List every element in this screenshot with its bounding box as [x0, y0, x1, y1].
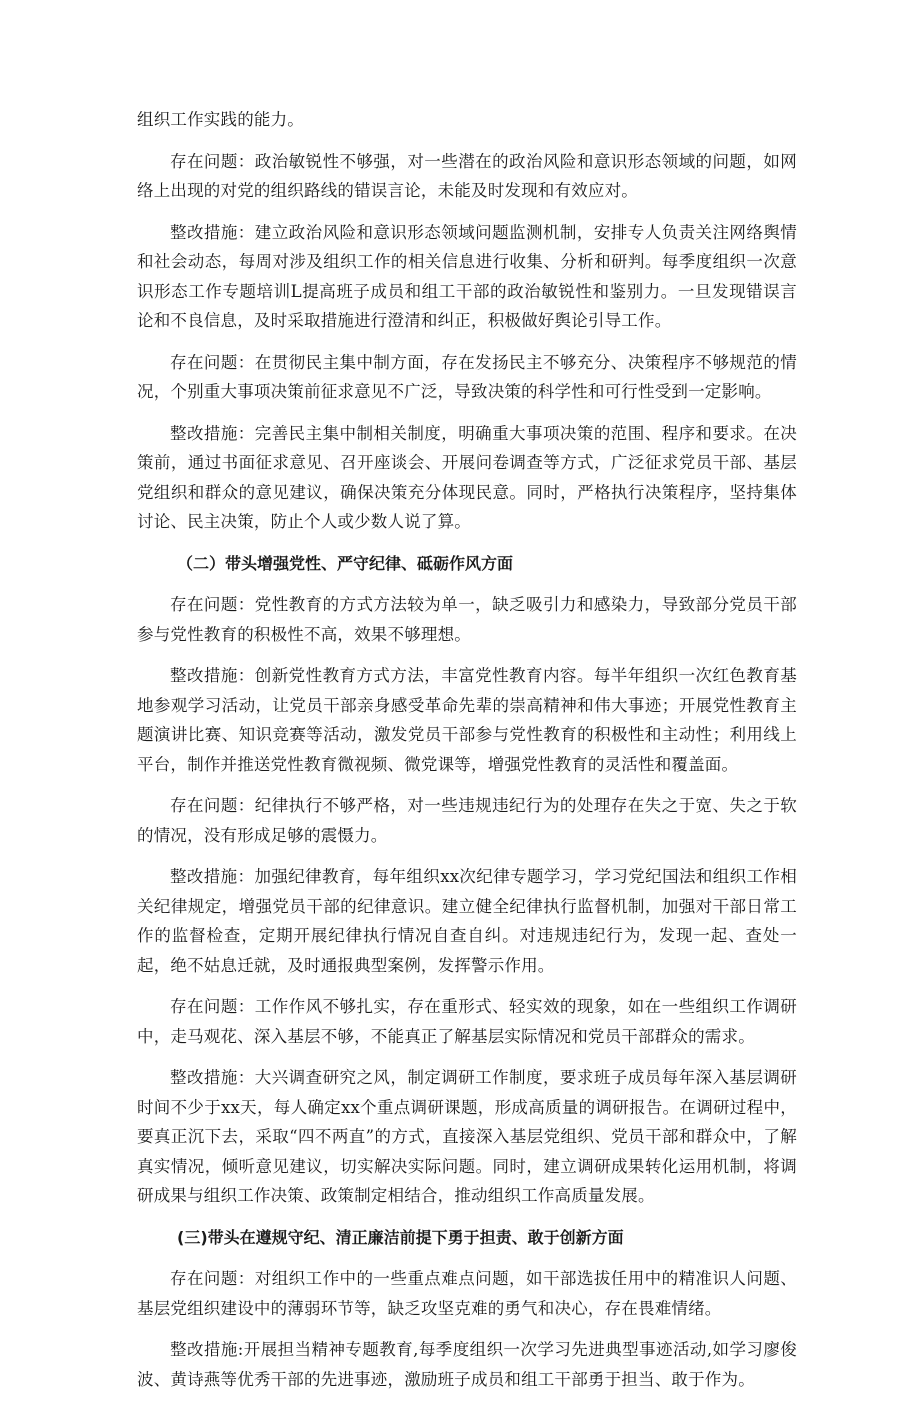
- paragraph: 组织工作实践的能力。: [137, 110, 304, 129]
- problem-paragraph: 存在问题：政治敏锐性不够强，对一些潜在的政治风险和意识形态领域的问题，如网络上出现的对党的组织路线的错误言论，未能及时发现和有效应对。: [137, 151, 797, 200]
- section-heading: (三)带头在遵规守纪、清正廉洁前提下勇于担责、敢于创新方面: [177, 1227, 624, 1247]
- measure-paragraph: 整改措施：建立政治风险和意识形态领域问题监测机制，安排专人负责关注网络舆情和社会动态，每周对涉及组织工作的相关信息进行收集、分析和研判。每季度组织一次意识形态工作专题培训L提高班子成员和组工干部的政治敏锐性和鉴别力。一旦发现错误言论和不良信息，及时采取措施进行澄清和纠正，积极做好舆论引导工作。: [137, 222, 797, 330]
- measure-paragraph: 整改措施：创新党性教育方式方法，丰富党性教育内容。每半年组织一次红色教育基地参观学习活动，让党员干部亲身感受革命先辈的崇高精神和伟大事迹；开展党性教育主题演讲比赛、知识竞赛等活动，激发党员干部参与党性教育的积极性和主动性；利用线上平台，制作并推送党性教育微视频、微党课等，增强党性教育的灵活性和覆盖面。: [137, 666, 797, 774]
- measure-paragraph: 整改措施：加强纪律教育，每年组织xx次纪律专题学习，学习党纪国法和组织工作相关纪律规定，增强党员干部的纪律意识。建立健全纪律执行监督机制，加强对干部日常工作的监督检查，定期开展纪律执行情况自查自纠。对违规违纪行为，发现一起、查处一起，绝不姑息迁就，及时通报典型案例，发挥警示作用。: [137, 867, 797, 975]
- measure-paragraph: 整改措施:开展担当精神专题教育,每季度组织一次学习先进典型事迹活动,如学习廖俊波、黄诗燕等优秀干部的先进事迹，激励班子成员和组工干部勇于担当、敢于作为。: [137, 1340, 797, 1389]
- section-heading: （二）带头增强党性、严守纪律、砥砺作风方面: [177, 553, 514, 573]
- problem-paragraph: 存在问题：在贯彻民主集中制方面，存在发扬民主不够充分、决策程序不够规范的情况，个别重大事项决策前征求意见不广泛，导致决策的科学性和可行性受到一定影响。: [137, 352, 797, 401]
- problem-paragraph: 存在问题：党性教育的方式方法较为单一，缺乏吸引力和感染力，导致部分党员干部参与党性教育的积极性不高，效果不够理想。: [137, 595, 797, 644]
- measure-paragraph: 整改措施：完善民主集中制相关制度，明确重大事项决策的范围、程序和要求。在决策前，通过书面征求意见、召开座谈会、开展问卷调查等方式，广泛征求党员干部、基层党组织和群众的意见建议，确保决策充分体现民意。同时，严格执行决策程序，坚持集体讨论、民主决策，防止个人或少数人说了算。: [137, 423, 797, 531]
- problem-paragraph: 存在问题：工作作风不够扎实，存在重形式、轻实效的现象，如在一些组织工作调研中，走马观花、深入基层不够，不能真正了解基层实际情况和党员干部群众的需求。: [137, 997, 797, 1046]
- measure-paragraph: 整改措施：大兴调查研究之风，制定调研工作制度，要求班子成员每年深入基层调研时间不少于xx天，每人确定xx个重点调研课题，形成高质量的调研报告。在调研过程中，要真正沉下去，采取“四不两直”的方式，直接深入基层党组织、党员干部和群众中，了解真实情况，倾听意见建议，切实解决实际问题。同时，建立调研成果转化运用机制，将调研成果与组织工作决策、政策制定相结合，推动组织工作高质量发展。: [137, 1068, 797, 1205]
- document-page: [137, 105, 797, 1406]
- problem-paragraph: 存在问题：纪律执行不够严格，对一些违规违纪行为的处理存在失之于宽、失之于软的情况，没有形成足够的震慑力。: [137, 796, 797, 845]
- problem-paragraph: 存在问题：对组织工作中的一些重点难点问题，如干部选拔任用中的精准识人问题、基层党组织建设中的薄弱环节等，缺乏攻坚克难的勇气和决心，存在畏难情绪。: [137, 1269, 797, 1318]
